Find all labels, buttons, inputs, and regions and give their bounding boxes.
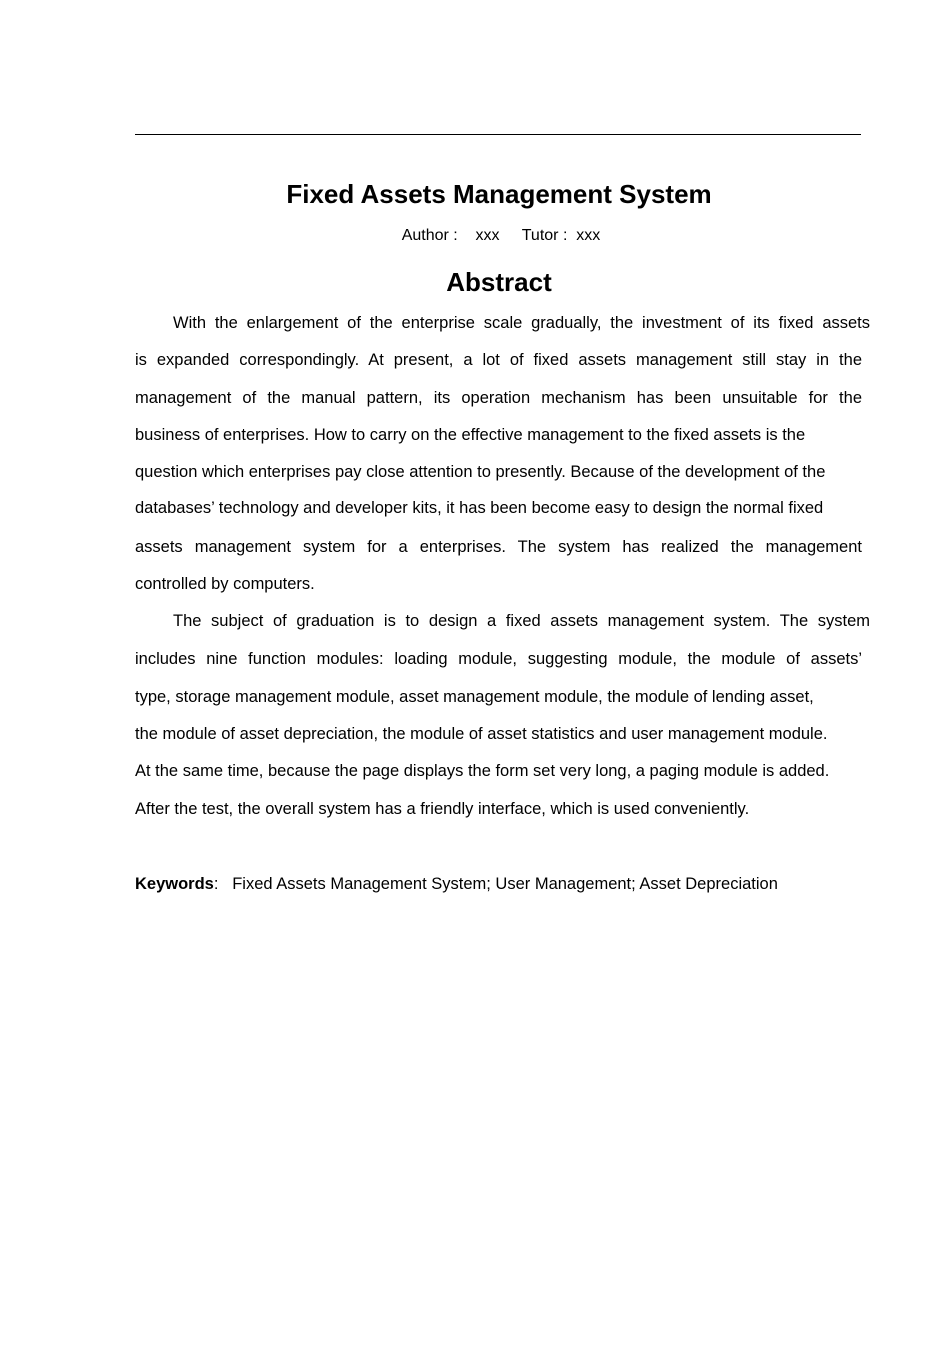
abstract-line: controlled by computers. (135, 575, 315, 593)
abstract-line: type, storage management module, asset management module, the module of lending asset, (135, 688, 814, 706)
header-rule (135, 134, 861, 135)
abstract-line: With the enlargement of the enterprise scale gradually, the investment of its fixed assets (173, 314, 870, 332)
abstract-line: the module of asset depreciation, the module of asset statistics and user management module. (135, 725, 828, 743)
abstract-heading: Abstract (446, 267, 552, 297)
tutor-label: Tutor : (521, 227, 568, 244)
abstract-line: At the same time, because the page displays the form set very long, a paging module is added. (135, 762, 830, 780)
abstract-line: The subject of graduation is to design a fixed assets management system. The system (173, 612, 870, 630)
author-label: Author : (401, 227, 458, 244)
abstract-line: management of the manual pattern, its operation mechanism has been unsuitable for the (135, 389, 862, 407)
keywords-separator: : (213, 875, 219, 893)
keywords-label: Keywords (135, 875, 214, 893)
keywords-value: Fixed Assets Management System; User Management; Asset Depreciation (232, 875, 778, 893)
keywords-line (135, 873, 778, 895)
abstract-line: After the test, the overall system has a friendly interface, which is used conveniently. (135, 800, 750, 818)
author-tutor-line (0, 225, 950, 247)
abstract-line: question which enterprises pay close attention to presently. Because of the development of the (135, 463, 826, 481)
author-value: xxx (475, 227, 500, 244)
abstract-line: assets management system for a enterprises. The system has realized the management (135, 538, 862, 556)
abstract-line: business of enterprises. How to carry on the effective management to the fixed assets is the (135, 426, 806, 444)
abstract-line: is expanded correspondingly. At present, a lot of fixed assets management still stay in the (135, 351, 862, 369)
abstract-line: includes nine function modules: loading module, suggesting module, the module of assets’ (135, 650, 862, 668)
tutor-value: xxx (576, 227, 601, 244)
abstract-line: databases’ technology and developer kits, it has been become easy to design the normal fixed (135, 499, 824, 517)
document-title: Fixed Assets Management System (286, 179, 712, 209)
